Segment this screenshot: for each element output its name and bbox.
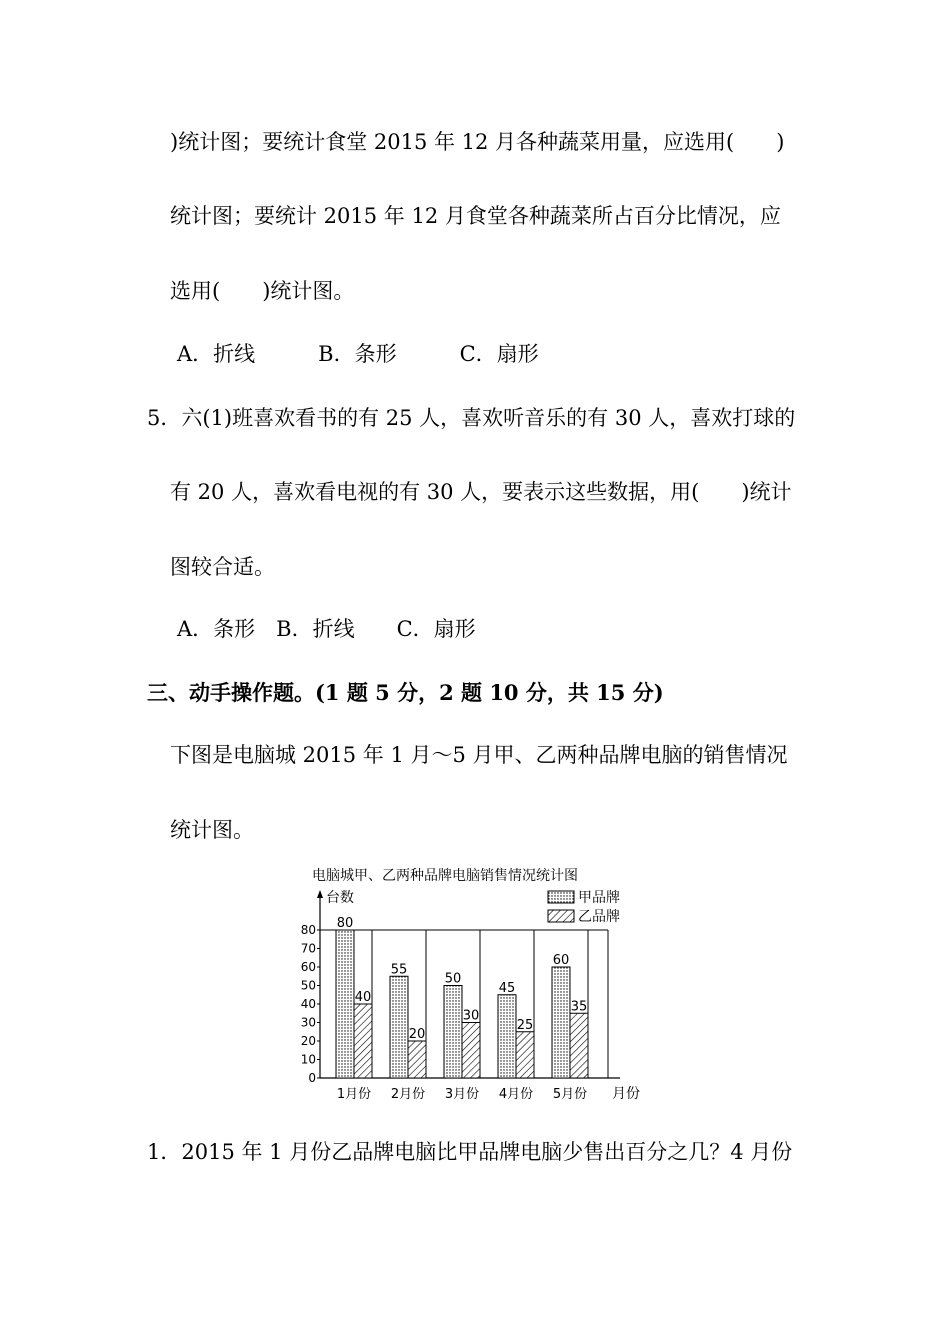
x-category-label: 2月份 xyxy=(390,1087,426,1102)
y-axis-arrow xyxy=(317,890,323,898)
q4-line-3: 选用( )统计图。 xyxy=(170,279,355,303)
y-tick-label: 0 xyxy=(308,1071,316,1085)
bar-value-label: 30 xyxy=(462,1008,480,1024)
legend-swatch-jia xyxy=(548,891,574,903)
q5-line-1: 5．六(1)班喜欢看书的有 25 人，喜欢听音乐的有 30 人，喜欢打球的 xyxy=(147,406,796,430)
legend-label-jia: 甲品牌 xyxy=(578,890,620,906)
section-3-intro-2: 统计图。 xyxy=(170,818,254,842)
bar-value-label: 20 xyxy=(408,1027,426,1042)
bar xyxy=(354,1004,372,1078)
bar xyxy=(498,995,516,1078)
bar xyxy=(516,1032,534,1078)
bar xyxy=(570,1013,588,1078)
bar xyxy=(336,930,354,1078)
bar-value-label: 50 xyxy=(444,971,462,987)
bar-value-label: 35 xyxy=(570,999,588,1015)
bar-value-label: 80 xyxy=(336,916,354,931)
q5-line-3: 图较合适。 xyxy=(170,555,275,579)
section-3-intro-1: 下图是电脑城 2015 年 1 月～5 月甲、乙两种品牌电脑的销售情况 xyxy=(170,743,788,767)
bar-value-label: 40 xyxy=(354,990,372,1005)
legend-swatch-yi xyxy=(548,910,574,922)
bar xyxy=(552,967,570,1078)
x-category-label: 5月份 xyxy=(552,1087,588,1102)
legend-label-yi: 乙品牌 xyxy=(578,909,620,925)
bar xyxy=(462,1023,480,1079)
y-axis-label: 台数 xyxy=(326,890,354,906)
bar-value-label: 45 xyxy=(498,980,516,996)
y-tick-label: 30 xyxy=(300,1015,316,1030)
q5-line-2: 有 20 人，喜欢看电视的有 30 人，要表示这些数据，用( )统计 xyxy=(170,480,792,504)
y-tick-label: 70 xyxy=(300,941,316,956)
bar xyxy=(408,1041,426,1078)
y-tick-label: 40 xyxy=(300,997,316,1011)
q4-options: A．折线 B．条形 C．扇形 xyxy=(177,342,539,366)
x-category-label: 3月份 xyxy=(444,1087,480,1102)
y-tick-label: 50 xyxy=(300,978,316,993)
bar xyxy=(444,986,462,1079)
sales-bar-chart xyxy=(290,862,660,1106)
y-tick-label: 80 xyxy=(300,923,316,937)
x-category-label: 1月份 xyxy=(336,1087,372,1102)
q4-line-2: 统计图；要统计 2015 年 12 月食堂各种蔬菜所占百分比情况，应 xyxy=(170,204,781,228)
chart-title: 电脑城甲、乙两种品牌电脑销售情况统计图 xyxy=(312,868,578,884)
bar-value-label: 60 xyxy=(552,953,570,968)
q1-line-1: 1．2015 年 1 月份乙品牌电脑比甲品牌电脑少售出百分之几？4 月份 xyxy=(147,1140,793,1164)
y-tick-label: 60 xyxy=(300,960,316,974)
bar xyxy=(390,976,408,1078)
y-tick-label: 10 xyxy=(300,1052,316,1067)
q5-options: A．条形 B．折线 C．扇形 xyxy=(177,617,476,641)
bar-value-label: 25 xyxy=(516,1017,534,1033)
section-3-title: 三、动手操作题。(1 题 5 分，2 题 10 分，共 15 分) xyxy=(147,680,664,705)
q4-line-1: )统计图；要统计食堂 2015 年 12 月各种蔬菜用量，应选用( ) xyxy=(170,130,785,154)
y-tick-label: 20 xyxy=(300,1034,316,1048)
bar-value-label: 55 xyxy=(390,962,408,978)
x-axis-label: 月份 xyxy=(612,1086,640,1102)
x-category-label: 4月份 xyxy=(498,1087,534,1102)
